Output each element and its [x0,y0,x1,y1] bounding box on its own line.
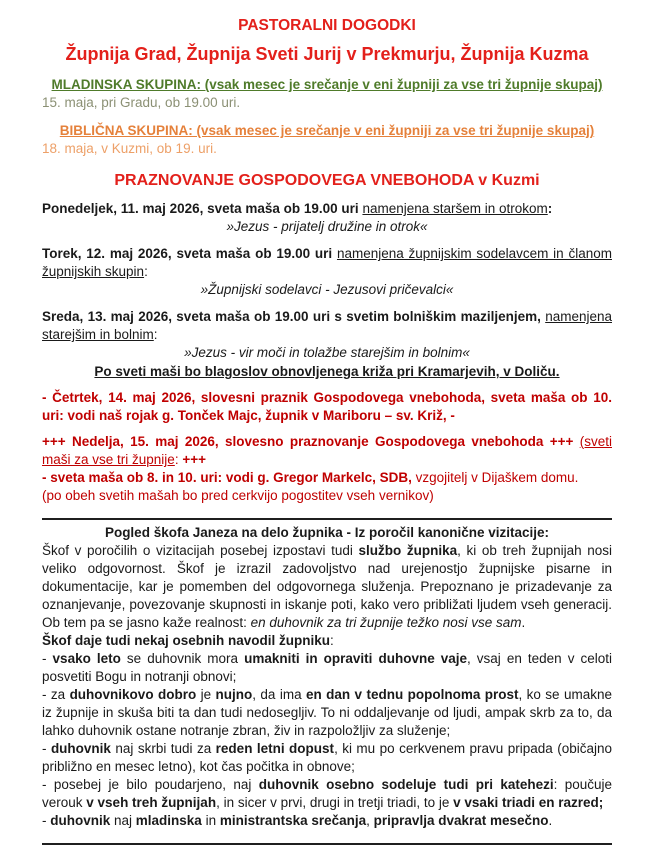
report-paragraph: Škof v poročilih o vizitacijah posebej izpostavi tudi službo župnika, ki ob treh župnijah nosi veliko odgovornost. Škof je izrazil zadovoljstvo nad urejenostjo župnijske pisarne in dokumentacije, kar je pomemben del odgovornega služenja. Prepoznano je prizadevanje za oznanjevanje, povezovanje skupnosti in iskanje poti, kako vero približati ljudem vseh generacij. Ob tem pa se jasno kaže realnost: en duhovnik za tri župnije težko nosi vse sam. [42,543,613,630]
report-instructions-intro: Škof daje tudi nekaj osebnih navodil župniku: [42,633,334,648]
doc-title: PASTORALNI DOGODKI [238,17,416,34]
report-bullet-catechesis: - posebej je bilo poudarjeno, naj duhovnik osebno sodeluje tudi pri katehezi: poučuje verouk v vseh treh župnijah, in sicer v prvi, drugi in tretji triadi, to je v vsaki triadi en razred; [42,777,612,810]
wednesday-quote: »Jezus - vir moči in tolažbe starejšim in bolnim« [184,345,470,360]
biblicna-skupina-date: 18. maja, v Kuzmi, ob 19. uri. [42,141,217,156]
separator-line-bottom [42,835,612,845]
report-bullet-annual-leave: - duhovnik naj skrbi tudi za reden letni dopust, ki mu po cerkvenem pravu pripada (običajno približno en mesec letno), kot čas počitka in obnove; [42,741,613,774]
separator-line-top [42,510,612,520]
report-bullet-free-day: - za duhovnikovo dobro je nujno, da ima en dan v tednu popolnoma prost, ko se umakne iz župnije in skuša biti ta dan tudi nedosegljiv. To ni oddaljevanje od ljudi, ampak skrb za to, da lahko duhovnik ostane notranje zbran, živ in razpoložljiv za služenje; [42,687,612,738]
tuesday-quote: »Župnijski sodelavci - Jezusovi pričevalci« [200,282,454,297]
wednesday-mass-line: Sreda, 13. maj 2026, sveta maša ob 19.00 uri s svetim bolniškim maziljenjem, namenjena starejšim in bolnim: [42,309,612,342]
monday-quote: »Jezus - prijatelj družine in otrok« [226,219,428,234]
monday-mass-line: Ponedeljek, 11. maj 2026, sveta maša ob 19.00 uri namenjena staršem in otrokom: [42,201,553,216]
sunday-masses-line: - sveta maša ob 8. in 10. uri: vodi g. Gregor Markelc, SDB, vzgojitelj v Dijaškem domu. [42,470,579,485]
sunday-reception-note: (po obeh svetih mašah bo pred cerkvijo pogostitev vseh vernikov) [42,488,434,503]
mladinska-skupina-date: 15. maja, pri Gradu, ob 19.00 uri. [42,95,241,110]
biblicna-skupina-heading: BIBLIČNA SKUPINA: (vsak mesec je srečanje v eni župniji za vse tri župnije skupaj) [59,123,595,138]
doc-subtitle: Župnija Grad, Župnija Sveti Jurij v Prekmurju, Župnija Kuzma [65,44,589,64]
report-bullet-annual-retreat: - vsako leto se duhovnik mora umakniti in opraviti duhovne vaje, vsaj en teden v celoti posvetiti Bogu in notranji obnovi; [42,651,613,684]
tuesday-mass-line: Torek, 12. maj 2026, sveta maša ob 19.00 uri namenjena župnijskim sodelavcem in članom župnijskih skupin: [42,246,612,279]
sunday-feast-line: +++ Nedelja, 15. maj 2026, slovesno praznovanje Gospodovega vnebohoda +++ (sveti maši za vse tri župnije: +++ [42,434,612,467]
thursday-feast-line: - Četrtek, 14. maj 2026, slovesni praznik Gospodovega vnebohoda, sveta maša ob 10. uri: vodi naš rojak g. Tonček Majc, župnik v Mariboru – sv. Križ, - [42,390,612,423]
report-bullet-youth-meetings: - duhovnik naj mladinska in ministrantska srečanja, pripravlja dvakrat mesečno. [42,813,553,828]
report-heading: Pogled škofa Janeza na delo župnika - Iz poročil kanonične vizitacije: [104,525,550,540]
mladinska-skupina-heading: MLADINSKA SKUPINA: (vsak mesec je srečanje v eni župniji za vse tri župnije skupaj) [51,77,603,92]
celebration-heading: PRAZNOVANJE GOSPODOVEGA VNEBOHODA v Kuzmi [114,172,540,189]
cross-blessing-line: Po sveti maši bo blagoslov obnovljenega križa pri Kramarjevih, v Doliču. [94,364,560,379]
